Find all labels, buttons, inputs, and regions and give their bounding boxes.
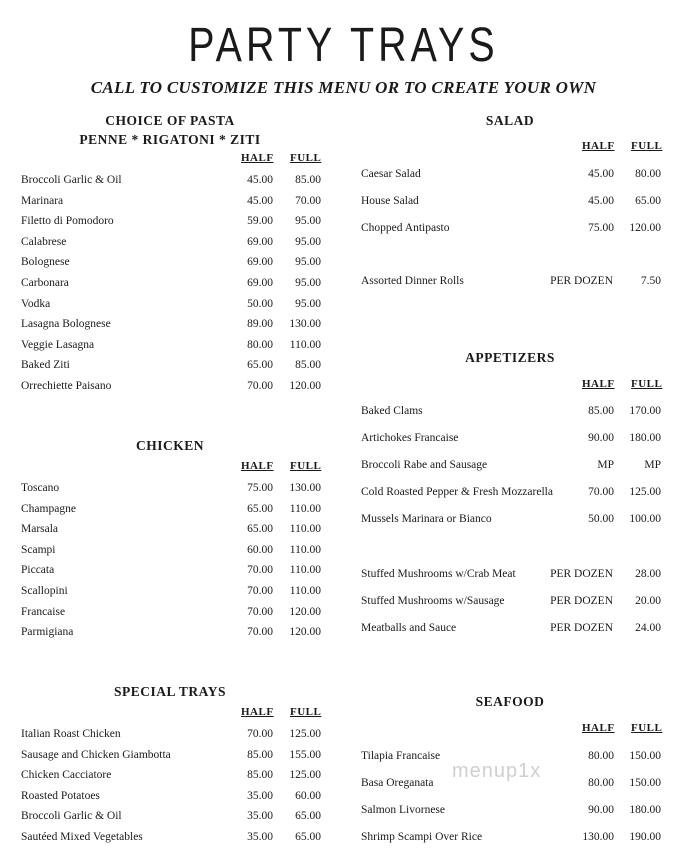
menu-item-row bbox=[361, 193, 661, 209]
item-full-price: 60.00 bbox=[295, 789, 321, 802]
salad-full-label: FULL bbox=[631, 140, 663, 152]
item-name: Lasagna Bolognese bbox=[21, 318, 111, 331]
menu-item-row bbox=[21, 172, 321, 188]
menu-item-row bbox=[21, 501, 321, 517]
item-price: 28.00 bbox=[635, 568, 661, 580]
item-name: Sautéed Mixed Vegetables bbox=[21, 831, 143, 843]
item-half-price: MP bbox=[597, 459, 614, 471]
item-half-price: 85.00 bbox=[247, 748, 273, 761]
item-name: Shrimp Scampi Over Rice bbox=[361, 831, 483, 843]
item-half-price: 65.00 bbox=[247, 523, 273, 536]
item-name: Chopped Antipasto bbox=[361, 222, 450, 234]
item-name: Artichokes Francaise bbox=[361, 432, 459, 444]
item-full-price: 110.00 bbox=[289, 338, 321, 351]
item-name: Marsala bbox=[21, 523, 59, 536]
item-unit: PER DOZEN bbox=[550, 595, 613, 607]
item-price: 7.50 bbox=[640, 275, 661, 287]
menu-item-row bbox=[361, 620, 661, 636]
item-full-price: 100.00 bbox=[629, 513, 661, 525]
item-half-price: 70.00 bbox=[247, 380, 273, 392]
menu-item-row bbox=[361, 430, 661, 446]
item-half-price: 70.00 bbox=[588, 486, 614, 498]
item-full-price: 85.00 bbox=[295, 359, 321, 372]
item-name: Calabrese bbox=[21, 235, 67, 248]
menu-item-row bbox=[21, 316, 321, 332]
item-full-price: 85.00 bbox=[295, 174, 321, 186]
item-full-price: MP bbox=[644, 459, 661, 471]
item-full-price: 120.00 bbox=[289, 605, 321, 618]
special-half-label: HALF bbox=[241, 706, 274, 718]
seafood-heading: SEAFOOD bbox=[475, 694, 545, 709]
pasta-heading: CHOICE OF PASTA bbox=[105, 113, 235, 128]
item-name: Basa Oreganata bbox=[361, 777, 434, 789]
menu-item-row bbox=[21, 213, 321, 229]
menu-item-row bbox=[21, 788, 321, 804]
item-name: Scallopini bbox=[21, 585, 68, 597]
item-half-price: 65.00 bbox=[247, 502, 273, 515]
chicken-heading: CHICKEN bbox=[135, 438, 204, 453]
menu-item-row bbox=[361, 220, 661, 236]
menu-item-row bbox=[361, 511, 661, 527]
item-name: Tilapia Francaise bbox=[361, 750, 441, 762]
item-half-price: 80.00 bbox=[588, 777, 614, 789]
item-half-price: 35.00 bbox=[247, 810, 273, 823]
item-unit: PER DOZEN bbox=[550, 568, 613, 580]
item-full-price: 65.00 bbox=[295, 810, 321, 823]
item-full-price: 70.00 bbox=[295, 194, 321, 207]
menu-item-row bbox=[361, 166, 661, 182]
item-half-price: 35.00 bbox=[247, 831, 273, 843]
item-name: Assorted Dinner Rolls bbox=[361, 275, 464, 287]
item-full-price: 155.00 bbox=[289, 748, 321, 761]
item-half-price: 50.00 bbox=[247, 297, 273, 310]
item-name: Sausage and Chicken Giambotta bbox=[21, 748, 171, 761]
item-name: Piccata bbox=[21, 564, 55, 577]
chicken-half-label: HALF bbox=[241, 460, 274, 472]
item-half-price: 85.00 bbox=[247, 769, 273, 782]
menu-item-row bbox=[21, 275, 321, 291]
item-full-price: 130.00 bbox=[289, 482, 321, 494]
item-name: Stuffed Mushrooms w/Crab Meat bbox=[361, 568, 516, 580]
item-price: 24.00 bbox=[635, 622, 661, 634]
page-title: PARTY TRAYS bbox=[188, 19, 499, 72]
item-full-price: 95.00 bbox=[295, 297, 321, 310]
menu-item-row bbox=[361, 457, 661, 473]
item-half-price: 130.00 bbox=[582, 831, 614, 843]
item-name: Veggie Lasagna bbox=[21, 338, 95, 351]
item-half-price: 70.00 bbox=[247, 626, 273, 639]
item-half-price: 70.00 bbox=[247, 605, 273, 618]
item-full-price: 110.00 bbox=[289, 523, 321, 536]
item-name: Cold Roasted Pepper & Fresh Mozzarella bbox=[361, 486, 553, 498]
item-full-price: 110.00 bbox=[289, 543, 321, 556]
item-name: Baked Clams bbox=[361, 405, 423, 417]
chicken-full-label: FULL bbox=[290, 460, 322, 472]
appetizers-half-label: HALF bbox=[582, 378, 615, 390]
appetizers-full-label: FULL bbox=[631, 378, 663, 390]
item-name: Francaise bbox=[21, 605, 66, 618]
item-name: Toscano bbox=[21, 482, 60, 494]
special-full-label: FULL bbox=[290, 706, 322, 718]
menu-item-row bbox=[21, 357, 321, 373]
menu-item-row bbox=[21, 747, 321, 763]
item-half-price: 70.00 bbox=[247, 585, 273, 597]
item-price: 20.00 bbox=[635, 595, 661, 607]
item-name: Salmon Livornese bbox=[361, 804, 445, 816]
item-half-price: 45.00 bbox=[247, 174, 273, 186]
item-full-price: 65.00 bbox=[635, 195, 661, 207]
item-half-price: 69.00 bbox=[247, 256, 273, 269]
special-heading: SPECIAL TRAYS bbox=[114, 684, 226, 699]
item-half-price: 69.00 bbox=[247, 277, 273, 289]
item-half-price: 75.00 bbox=[247, 482, 273, 494]
menu-item-row bbox=[21, 808, 321, 824]
watermark: menup1x bbox=[452, 760, 542, 782]
item-full-price: 80.00 bbox=[635, 168, 661, 180]
menu-item-row bbox=[361, 403, 661, 419]
menu-item-row bbox=[361, 593, 661, 609]
item-name: Meatballs and Sauce bbox=[361, 622, 457, 634]
menu-item-row bbox=[21, 767, 321, 783]
item-name: Orrechiette Paisano bbox=[21, 380, 112, 392]
menu-item-row bbox=[21, 829, 321, 845]
pasta-subheading: PENNE * RIGATONI * ZITI bbox=[79, 132, 261, 147]
menu-item-row bbox=[21, 583, 321, 599]
appetizers-heading: APPETIZERS bbox=[465, 350, 555, 365]
item-name: Carbonara bbox=[21, 277, 69, 289]
item-name: Vodka bbox=[21, 297, 51, 310]
seafood-full-label: FULL bbox=[631, 722, 663, 734]
item-full-price: 120.00 bbox=[629, 222, 661, 234]
menu-item-row bbox=[21, 337, 321, 353]
item-half-price: 85.00 bbox=[588, 405, 614, 417]
item-name: Scampi bbox=[21, 543, 56, 556]
item-half-price: 80.00 bbox=[588, 750, 614, 762]
item-full-price: 120.00 bbox=[289, 626, 321, 639]
item-name: Filetto di Pomodoro bbox=[21, 215, 114, 228]
item-unit: PER DOZEN bbox=[550, 622, 613, 634]
dinner-rolls-row bbox=[361, 273, 661, 289]
item-half-price: 59.00 bbox=[247, 215, 273, 228]
item-half-price: 65.00 bbox=[247, 359, 273, 372]
item-full-price: 95.00 bbox=[295, 215, 321, 228]
item-name: Broccoli Garlic & Oil bbox=[21, 810, 122, 823]
item-full-price: 65.00 bbox=[295, 831, 321, 843]
item-half-price: 70.00 bbox=[247, 564, 273, 577]
item-full-price: 180.00 bbox=[629, 432, 661, 444]
item-half-price: 35.00 bbox=[247, 789, 273, 802]
item-full-price: 95.00 bbox=[295, 277, 321, 289]
item-full-price: 110.00 bbox=[289, 502, 321, 515]
item-unit: PER DOZEN bbox=[550, 275, 613, 287]
item-half-price: 70.00 bbox=[247, 728, 273, 740]
item-name: Roasted Potatoes bbox=[21, 789, 100, 802]
item-half-price: 69.00 bbox=[247, 235, 273, 248]
item-full-price: 170.00 bbox=[629, 405, 661, 417]
page-subtitle: CALL TO CUSTOMIZE THIS MENU OR TO CREATE YOUR OWN bbox=[90, 78, 597, 97]
menu-item-row bbox=[361, 484, 661, 500]
item-name: House Salad bbox=[361, 195, 419, 207]
item-full-price: 125.00 bbox=[289, 769, 321, 782]
item-half-price: 60.00 bbox=[247, 543, 273, 556]
item-full-price: 180.00 bbox=[629, 804, 661, 816]
item-full-price: 125.00 bbox=[289, 728, 321, 740]
item-half-price: 45.00 bbox=[588, 195, 614, 207]
menu-item-row bbox=[361, 566, 661, 582]
item-name: Marinara bbox=[21, 194, 64, 207]
item-name: Caesar Salad bbox=[361, 168, 421, 180]
item-full-price: 110.00 bbox=[289, 585, 321, 597]
menu-item-row bbox=[21, 604, 321, 620]
item-half-price: 89.00 bbox=[247, 318, 273, 331]
menu-item-row bbox=[361, 829, 661, 845]
item-half-price: 75.00 bbox=[588, 222, 614, 234]
item-half-price: 80.00 bbox=[247, 338, 273, 351]
menu-item-row bbox=[21, 193, 321, 209]
salad-heading: SALAD bbox=[485, 113, 535, 128]
menu-item-row bbox=[21, 521, 321, 537]
item-full-price: 150.00 bbox=[629, 777, 661, 789]
item-name: Baked Ziti bbox=[21, 359, 70, 372]
salad-half-label: HALF bbox=[582, 140, 615, 152]
menu-item-row bbox=[21, 480, 321, 496]
item-name: Italian Roast Chicken bbox=[21, 728, 121, 740]
item-half-price: 45.00 bbox=[588, 168, 614, 180]
item-half-price: 45.00 bbox=[247, 194, 273, 207]
menu-item-row bbox=[361, 802, 661, 818]
item-full-price: 125.00 bbox=[629, 486, 661, 498]
menu-item-row bbox=[21, 254, 321, 270]
item-name: Broccoli Rabe and Sausage bbox=[361, 459, 488, 471]
item-name: Stuffed Mushrooms w/Sausage bbox=[361, 595, 505, 607]
item-full-price: 95.00 bbox=[295, 256, 321, 269]
pasta-full-label: FULL bbox=[290, 152, 322, 164]
item-name: Chicken Cacciatore bbox=[21, 769, 112, 782]
item-name: Champagne bbox=[21, 502, 76, 515]
item-full-price: 95.00 bbox=[295, 235, 321, 248]
menu-item-row bbox=[21, 378, 321, 394]
item-half-price: 90.00 bbox=[588, 432, 614, 444]
menu-item-row bbox=[21, 542, 321, 558]
menu-item-row bbox=[21, 234, 321, 250]
item-name: Mussels Marinara or Bianco bbox=[361, 513, 492, 525]
item-full-price: 190.00 bbox=[629, 831, 661, 843]
pasta-half-label: HALF bbox=[241, 152, 274, 164]
item-full-price: 120.00 bbox=[289, 380, 321, 392]
menu-item-row bbox=[21, 624, 321, 640]
item-full-price: 130.00 bbox=[289, 318, 321, 331]
item-full-price: 110.00 bbox=[289, 564, 321, 577]
menu-item-row bbox=[21, 296, 321, 312]
item-half-price: 90.00 bbox=[588, 804, 614, 816]
item-half-price: 50.00 bbox=[588, 513, 614, 525]
item-name: Broccoli Garlic & Oil bbox=[21, 174, 122, 186]
item-name: Parmigiana bbox=[21, 626, 74, 639]
menu-item-row bbox=[21, 562, 321, 578]
seafood-half-label: HALF bbox=[582, 722, 615, 734]
item-full-price: 150.00 bbox=[629, 750, 661, 762]
menu-item-row bbox=[21, 726, 321, 742]
item-name: Bolognese bbox=[21, 256, 70, 269]
